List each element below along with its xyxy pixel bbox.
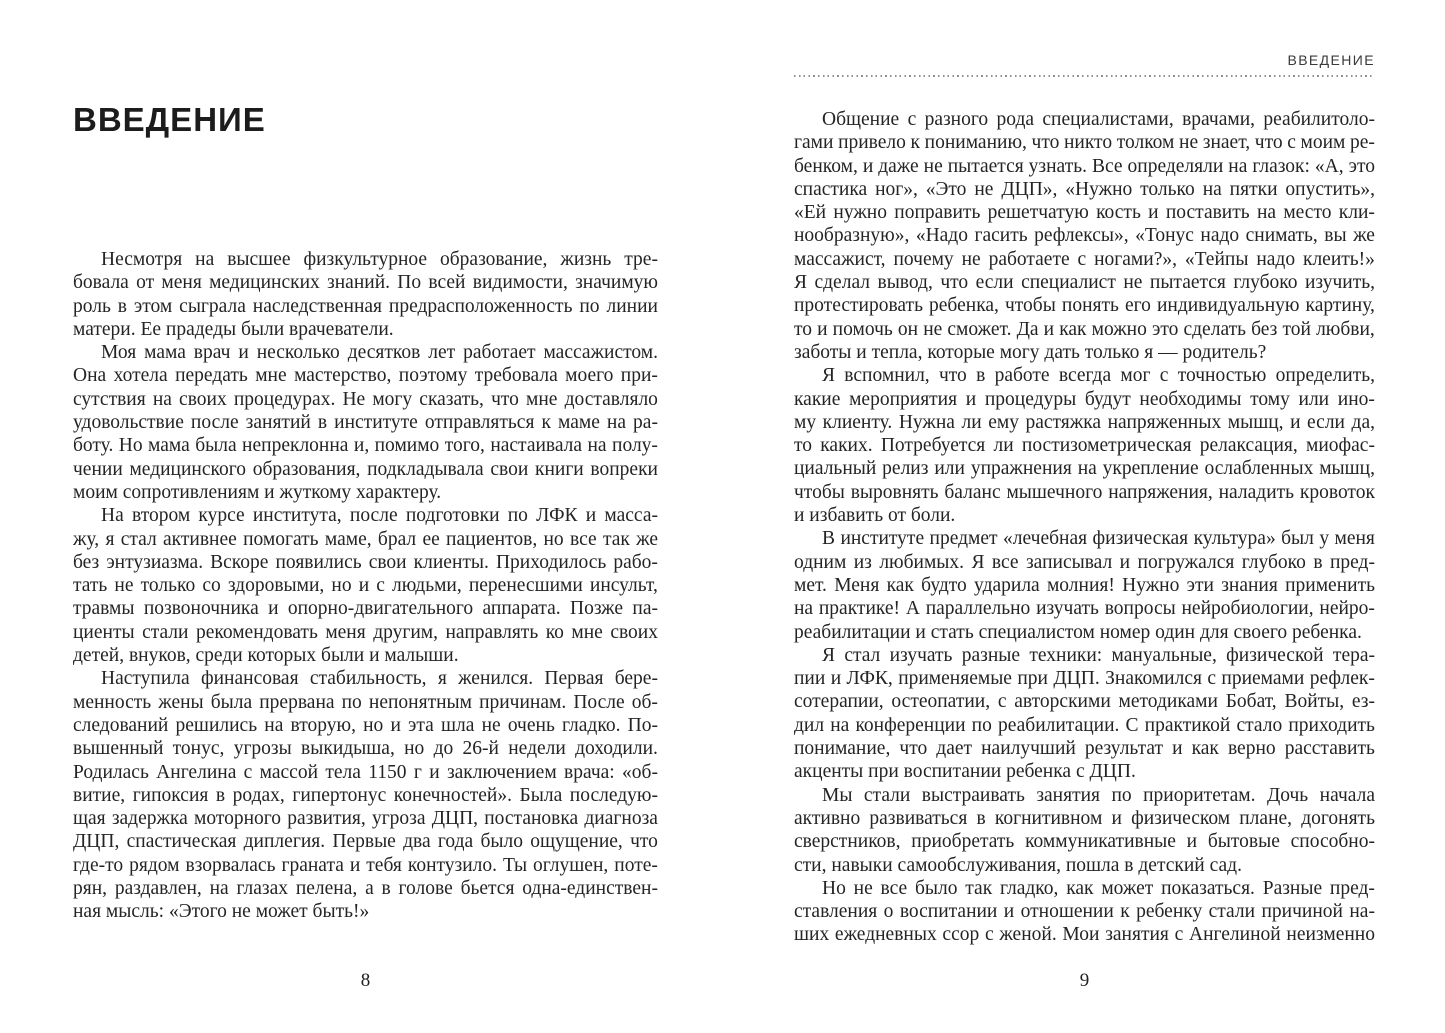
- text-line: бенком, и даже не пытается узнать. Все определяли на глазок: «А, это: [794, 155, 1375, 177]
- text-line: чении медицинского образования, подкладывала свои книги вопреки: [73, 458, 658, 480]
- text-line: На втором курсе института, после подготовки по ЛФК и масса-: [101, 505, 658, 527]
- text-line: то каких. Потребуется ли постизометрическая релаксация, миофас-: [794, 435, 1375, 457]
- text-line: детей, внуков, среди которых были и малыши.: [73, 645, 459, 667]
- paragraph: [794, 364, 1375, 527]
- text-line: ставления о воспитании и отношении к ребенку стали причиной на-: [794, 901, 1375, 923]
- text-line: травмы позвоночника и опорно-двигательного аппарата. Позже па-: [73, 598, 658, 620]
- text-line: удовольствие после занятий в институте отправляться к маме на ра-: [73, 412, 658, 434]
- paragraph: [794, 527, 1375, 643]
- text-line: спастика ног», «Это не ДЦП», «Нужно только на пятки опустить»,: [794, 178, 1375, 200]
- text-line: сотерапии, остеопатии, с авторскими методиками Бобат, Войты, ез-: [794, 691, 1375, 713]
- text-line: одним из любимых. Я все записывал и погружался глубоко в пред-: [794, 551, 1375, 573]
- paragraph: [73, 341, 658, 504]
- paragraph: [73, 667, 658, 923]
- text-line: сутствия на своих процедурах. Не могу сказать, что мне доставляло: [73, 388, 658, 410]
- text-line: ших ежедневных ссор с женой. Мои занятия с Ангелиной неизменно: [794, 924, 1375, 946]
- text-line: следований решились на вторую, но и эта шла не очень гладко. По-: [73, 714, 658, 736]
- paragraph: [794, 108, 1375, 364]
- page-number-left: 8: [360, 970, 371, 991]
- text-line: моим сопротивлениям и жуткому характеру.: [73, 481, 442, 503]
- text-line: «Ей нужно поправить решетчатую кость и поставить на место кли-: [794, 202, 1375, 224]
- text-line: мет. Меня как будто ударила молния! Нужно эти знания применить: [794, 574, 1375, 596]
- text-line: Я вспомнил, что в работе всегда мог с точностью определить,: [822, 365, 1375, 387]
- text-line: боту. Но мама была непреклонна и, помимо того, настаивала на полу-: [73, 435, 658, 457]
- running-header: ВВЕДЕНИЕ: [1287, 52, 1375, 68]
- text-line: понимание, что дает наилучший результат и как верно расставить: [794, 738, 1375, 760]
- text-line: какие мероприятия и процедуры будут необходимы тому или ино-: [794, 388, 1375, 410]
- page-right-body: [794, 108, 1375, 947]
- text-line: то и помочь он не сможет. Да и как можно это сделать без той любви,: [794, 318, 1375, 340]
- text-line: где-то рядом взорвалась граната и тебя контузило. Ты оглушен, поте-: [73, 854, 658, 876]
- text-line: сверстников, приобретать коммуникативные и бытовые способно-: [794, 831, 1375, 853]
- text-line: и избавить от боли.: [794, 505, 956, 527]
- text-line: заботы и тепла, которые могу дать только я — родитель?: [794, 341, 1267, 363]
- text-line: роль в этом сыграла наследственная предрасположенность по линии: [73, 295, 658, 317]
- text-line: жу, я стал активнее помогать маме, брал ее пациентов, но все так же: [73, 528, 658, 550]
- paragraph: [73, 248, 658, 341]
- text-line: реабилитации и стать специалистом номер один для своего ребенка.: [794, 621, 1362, 643]
- page-left-body: [73, 248, 658, 924]
- text-line: рян, раздавлен, на глазах пелена, а в голове бьется одна-единствен-: [73, 878, 658, 900]
- text-line: акценты при воспитании ребенка с ДЦП.: [794, 761, 1136, 783]
- text-line: сти, навыки самообслуживания, пошла в детский сад.: [794, 854, 1242, 876]
- text-line: витие, гипоксия в родах, гипертонус конечностей». Была последую-: [73, 784, 658, 806]
- text-line: гами привело к пониманию, что никто толком не знает, что с моим ре-: [794, 132, 1375, 154]
- page-right: [794, 0, 1375, 1033]
- text-line: циальный релиз или упражнения на укрепление ослабленных мышц,: [794, 458, 1375, 480]
- text-line: массажист, почему не работаете с ногами?», «Тейпы надо клеить!»: [794, 248, 1375, 270]
- text-line: вышенный тонус, угрозы выкидыша, но до 26-й недели доходили.: [73, 738, 658, 760]
- text-line: Моя мама врач и несколько десятков лет работает массажистом.: [101, 342, 658, 364]
- text-line: ная мысль: «Этого не может быть!»: [73, 901, 370, 923]
- text-line: Наступила финансовая стабильность, я женился. Первая бере-: [101, 668, 658, 690]
- paragraph: [794, 877, 1375, 947]
- paragraph: [794, 644, 1375, 784]
- text-line: тать не только со здоровыми, но и с людьми, перенесшими инсульт,: [73, 575, 658, 597]
- text-line: Мы стали выстраивать занятия по приоритетам. Дочь начала: [822, 784, 1375, 806]
- text-line: Несмотря на высшее физкультурное образование, жизнь тре-: [101, 249, 658, 270]
- page-left: [73, 0, 658, 1033]
- text-line: без энтузиазма. Вскоре появились свои клиенты. Приходилось рабо-: [73, 551, 658, 573]
- text-line: му клиенту. Нужна ли ему растяжка напряженных мышц, и если да,: [794, 411, 1375, 433]
- text-line: дил на конференции по реабилитации. С практикой стало приходить: [794, 714, 1375, 736]
- text-line: Родилась Ангелина с массой тела 1150 г и заключением врача: «об-: [73, 761, 658, 783]
- text-line: активно развиваться в когнитивном и физическом плане, догонять: [794, 807, 1375, 829]
- text-line: Я сделал вывод, что если специалист не пытается глубоко изучить,: [794, 272, 1375, 294]
- text-line: матери. Ее прадеды были врачеватели.: [73, 318, 394, 340]
- text-line: Но не все было так гладко, как может показаться. Разные пред-: [822, 877, 1375, 899]
- text-line: циенты стали рекомендовать меня другим, направлять ко мне своих: [73, 621, 658, 643]
- text-line: менность жены была прервана по непонятным причинам. После об-: [73, 691, 658, 713]
- text-line: бовала от меня медицинских знаний. По всей видимости, значимую: [73, 272, 658, 294]
- paragraph: [794, 784, 1375, 877]
- text-line: Я стал изучать разные техники: мануальные, физической тера-: [822, 644, 1375, 666]
- text-line: щая задержка моторного развития, угроза ДЦП, постановка диагноза: [73, 808, 658, 830]
- page-number-right: 9: [1079, 970, 1090, 991]
- paragraph: [73, 504, 658, 667]
- dotted-rule: [794, 75, 1375, 77]
- text-line: чтобы выровнять баланс мышечного напряжения, наладить кровоток: [794, 481, 1375, 503]
- chapter-title: ВВЕДЕНИЕ: [73, 101, 266, 138]
- text-line: Она хотела передать мне мастерство, поэтому требовала моего при-: [73, 365, 658, 387]
- text-line: Общение с разного рода специалистами, врачами, реабилитоло-: [822, 109, 1375, 130]
- text-line: пии и ЛФК, применяемые при ДЦП. Знакомился с приемами рефлек-: [794, 668, 1375, 690]
- text-line: В институте предмет «лечебная физическая культура» был у меня: [822, 528, 1375, 550]
- text-line: на практике! А параллельно изучать вопросы нейробиологии, нейро-: [794, 598, 1375, 620]
- text-line: ДЦП, спастическая диплегия. Первые два года было ощущение, что: [73, 831, 658, 853]
- text-line: протестировать ребенка, чтобы понять его индивидуальную картину,: [794, 295, 1375, 317]
- text-line: нообразную», «Надо гасить рефлексы», «Тонус надо снимать, вы же: [794, 225, 1375, 247]
